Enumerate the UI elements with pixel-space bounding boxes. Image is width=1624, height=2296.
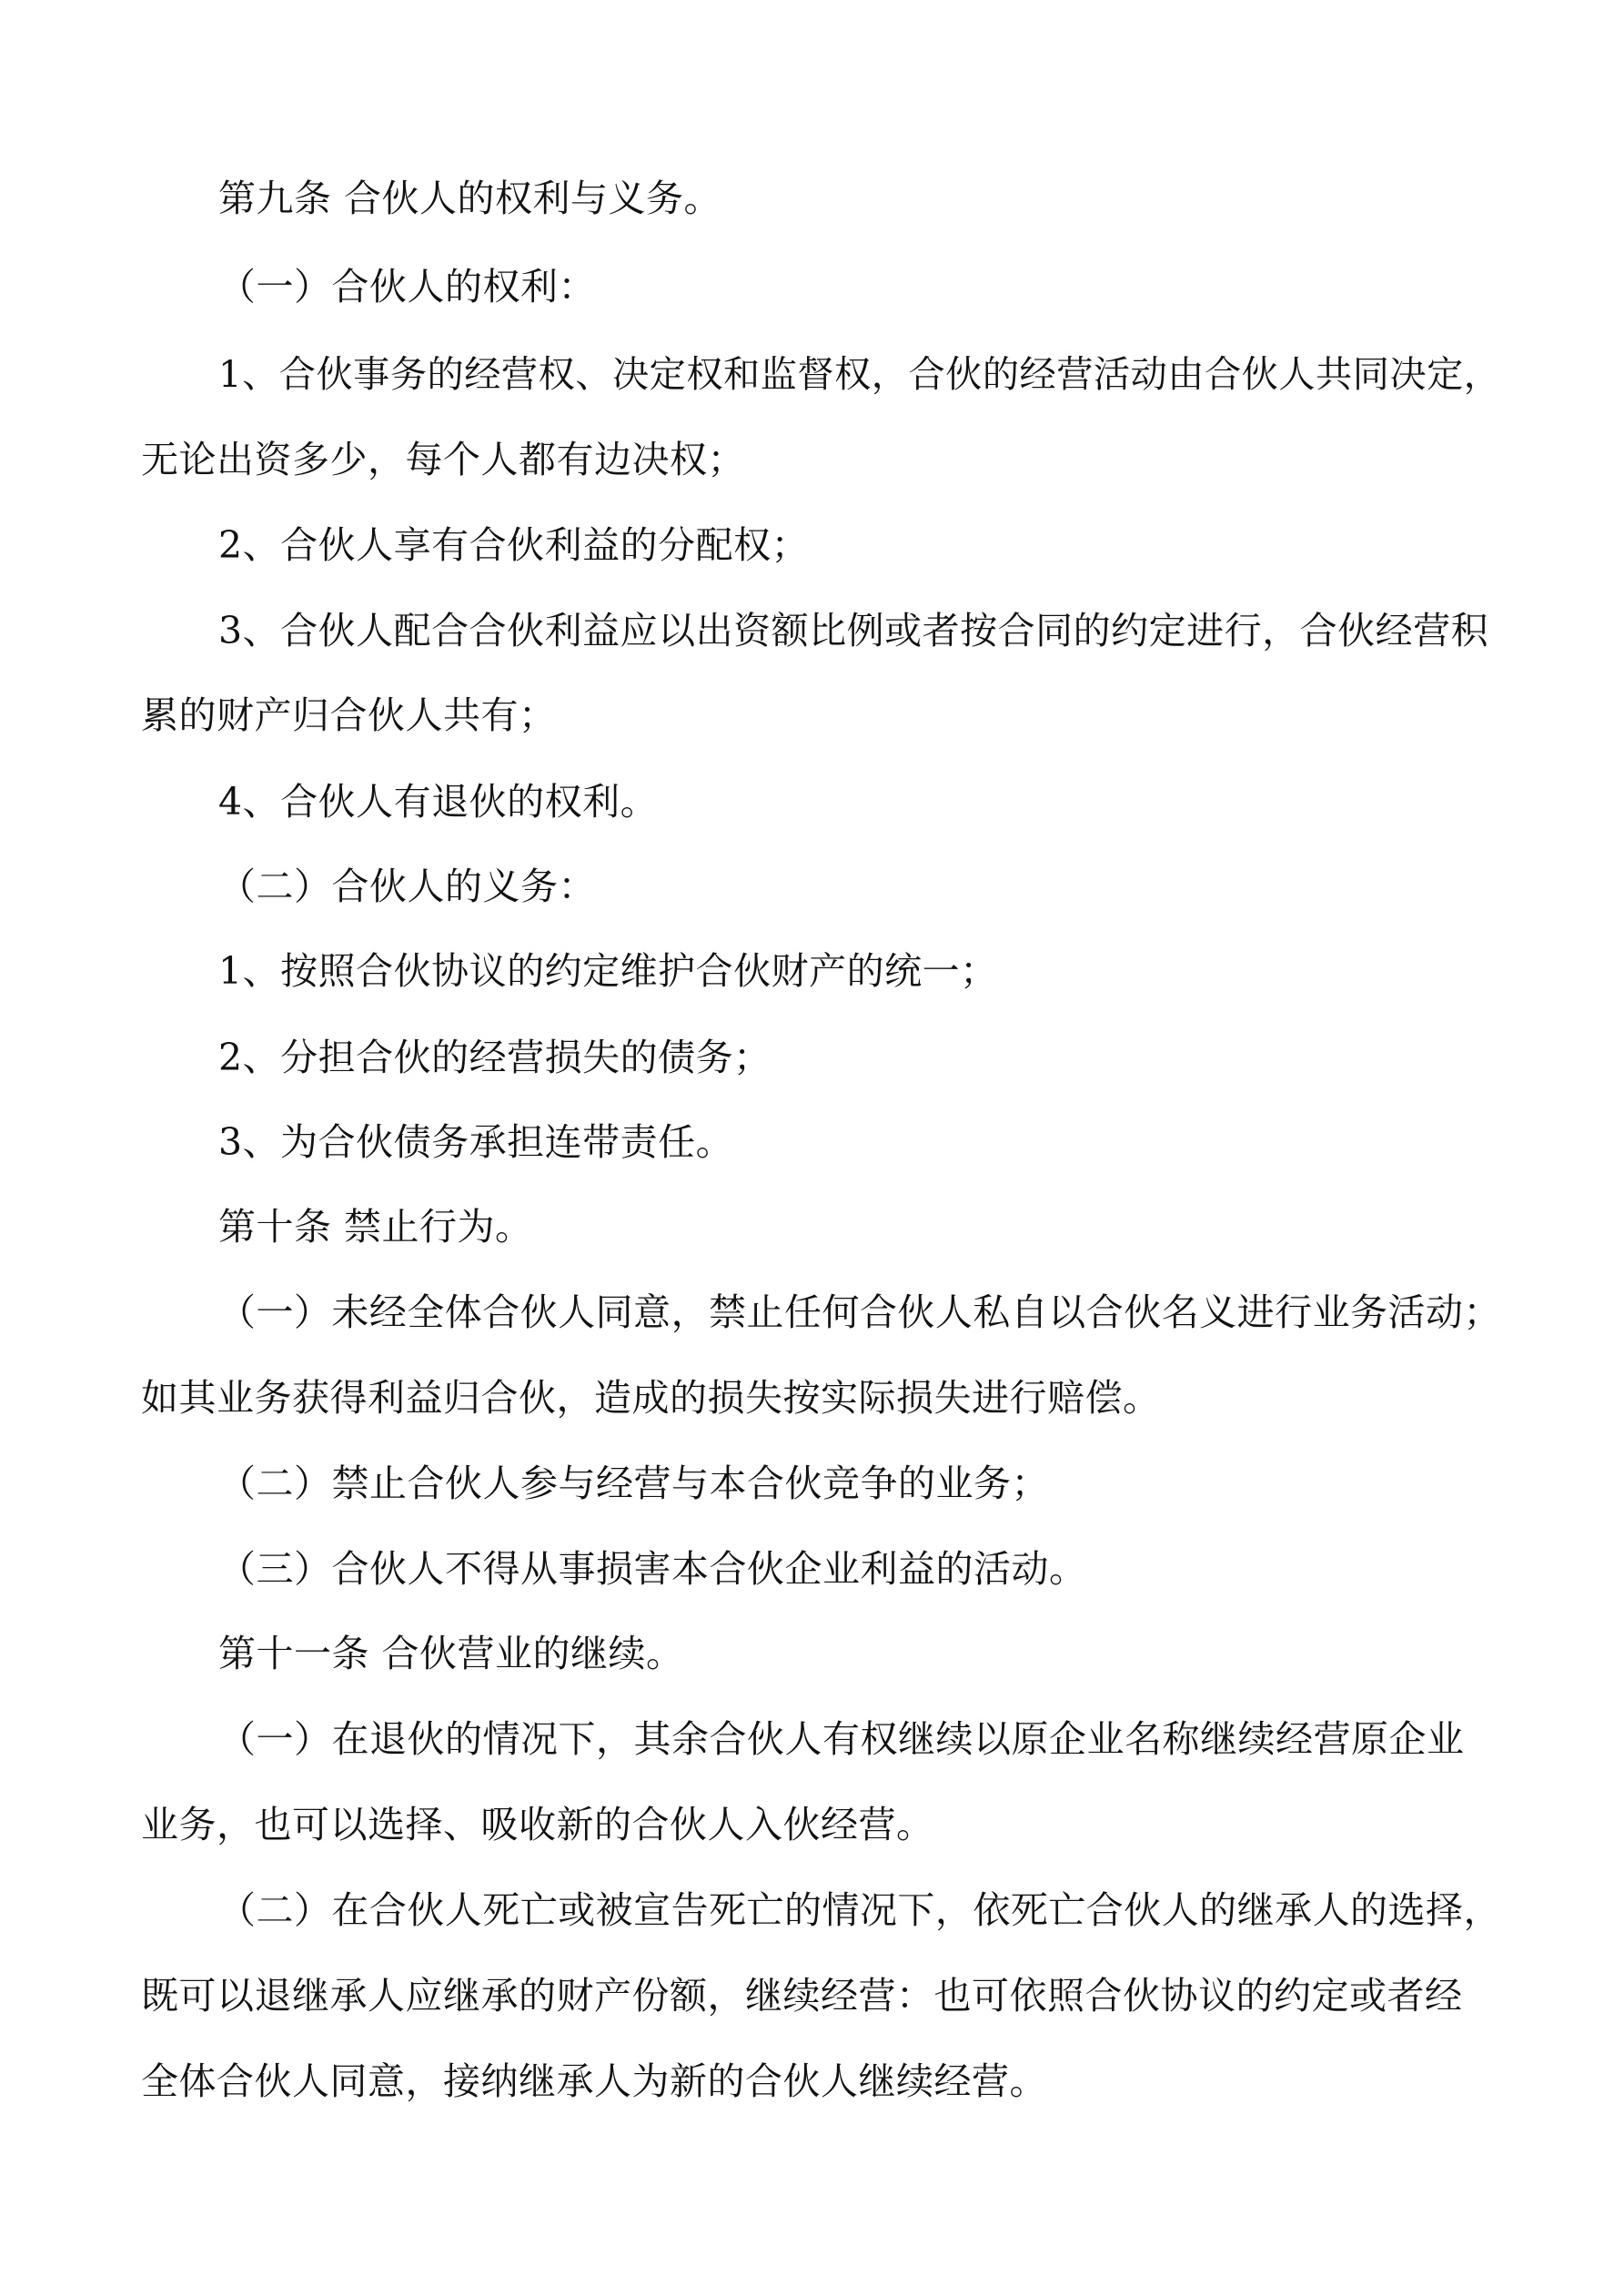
- rights-item-3-line-1: 3、合伙人配合合伙利益应以出资额比例或者按合同的约定进行，合伙经营积: [218, 609, 1489, 652]
- article-9-heading: 第九条 合伙人的权利与义务。: [218, 177, 722, 220]
- prohibition-item-1-line-1: （一）未经全体合伙人同意，禁止任何合伙人私自以合伙名义进行业务活动；: [218, 1290, 1501, 1334]
- continuation-item-1-line-2: 业务，也可以选择、吸收新的合伙人入伙经营。: [141, 1803, 934, 1846]
- prohibition-item-3: （三）合伙人不得从事损害本合伙企业利益的活动。: [218, 1547, 1087, 1591]
- rights-item-3-line-2: 累的财产归合伙人共有；: [141, 693, 557, 737]
- continuation-item-2-line-1: （二）在合伙人死亡或被宣告死亡的情况下，依死亡合伙人的继承人的选择，: [218, 1888, 1501, 1932]
- continuation-item-1-line-1: （一）在退伙的情况下，其余合伙人有权继续以原企业名称继续经营原企业: [218, 1717, 1465, 1761]
- article-10-heading: 第十条 禁止行为。: [218, 1205, 533, 1249]
- rights-item-4: 4、合伙人有退伙的权利。: [218, 780, 659, 824]
- rights-item-1-line-1: 1、合伙事务的经营权、决定权和监督权，合伙的经营活动由合伙人共同决定，: [218, 354, 1501, 396]
- continuation-item-2-line-2: 既可以退继承人应继承的财产份额，继续经营：也可依照合伙协议的约定或者经: [141, 1974, 1463, 2018]
- rights-item-1-line-2: 无论出资多少，每个人都有边决权；: [141, 438, 745, 481]
- obligations-item-1: 1、按照合伙协议的约定维护合伙财产的统一；: [218, 949, 998, 993]
- obligations-item-3: 3、为合伙债务承担连带责任。: [218, 1120, 734, 1164]
- continuation-item-2-line-3: 全体合伙人同意，接纳继承人为新的合伙人继续经营。: [141, 2059, 1047, 2103]
- section-rights-heading: （一）合伙人的权利：: [218, 265, 596, 308]
- prohibition-item-2: （二）禁止合伙人参与经营与本合伙竞争的业务；: [218, 1462, 1049, 1505]
- rights-item-2: 2、合伙人享有合伙利益的分配权；: [218, 523, 810, 567]
- prohibition-item-1-line-2: 如其业务获得利益归合伙，造成的损失按实际损失进行赔偿。: [141, 1376, 1161, 1420]
- obligations-item-2: 2、分担合伙的经营损失的债务；: [218, 1036, 772, 1079]
- article-11-heading: 第十一条 合伙营业的继续。: [218, 1632, 684, 1675]
- section-obligations-heading: （二）合伙人的义务：: [218, 865, 596, 908]
